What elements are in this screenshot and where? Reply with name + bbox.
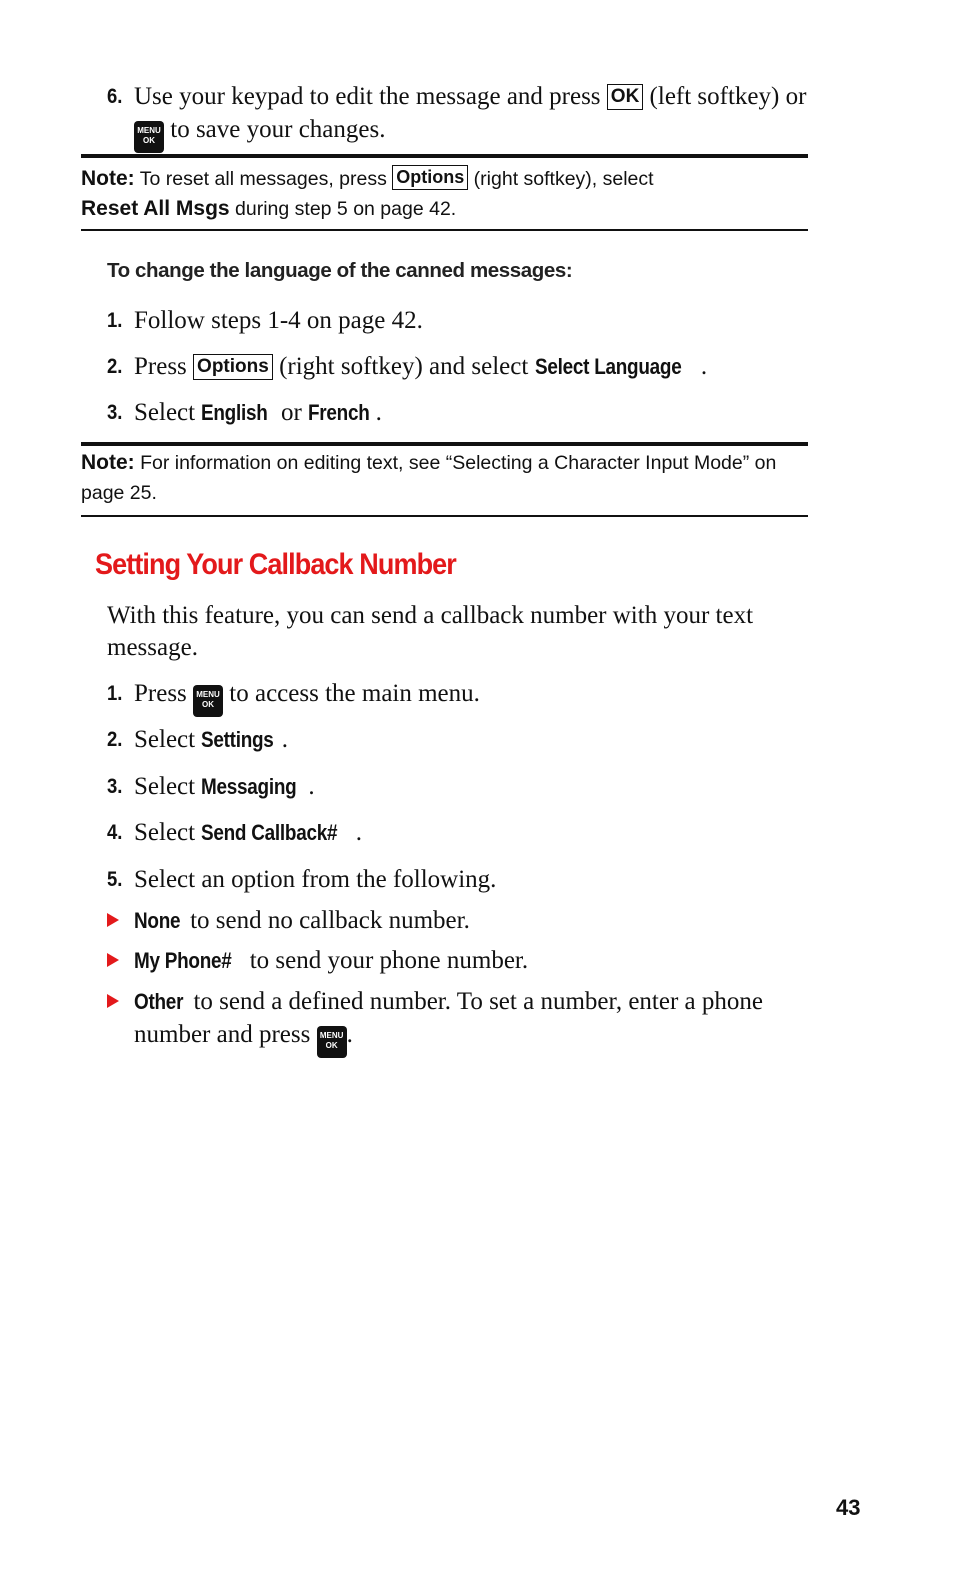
callback-step-2: 2. Select Settings . xyxy=(107,726,288,753)
lang-step-1: 1. Follow steps 1-4 on page 42. xyxy=(107,307,423,334)
bullet-arrow-icon xyxy=(107,994,119,1008)
divider xyxy=(81,515,808,517)
ok-key: OK xyxy=(607,84,644,110)
options-key: Options xyxy=(392,165,468,190)
lang-step-2: 2. Press Options (right softkey) and select Select Language . xyxy=(107,353,708,380)
divider xyxy=(81,442,808,446)
option-my-phone: My Phone# to send your phone number. xyxy=(107,944,807,977)
lang-step-3: 3. Select English or French . xyxy=(107,399,382,426)
option-none: None to send no callback number. xyxy=(107,904,807,937)
page-number: 43 xyxy=(836,1495,861,1520)
bullet-arrow-icon xyxy=(107,913,119,927)
options-key: Options xyxy=(193,354,273,380)
divider xyxy=(81,229,808,231)
intro-paragraph: With this feature, you can send a callback number with your text message. xyxy=(107,602,754,661)
callback-step-3: 3. Select Messaging . xyxy=(107,773,315,800)
divider xyxy=(81,154,808,158)
subheading: To change the language of the canned messages: xyxy=(107,259,573,282)
step-number: 6. xyxy=(107,85,123,108)
option-other: Other to send a defined number. To set a number, enter a phone number and press MENU OK . xyxy=(107,985,807,1058)
step-text: Use your keypad to edit the message and press OK (left softkey) or MENU OK to save your changes. xyxy=(134,80,807,153)
bullet-arrow-icon xyxy=(107,953,119,967)
callback-step-4: 4. Select Send Callback# . xyxy=(107,819,363,846)
menu-ok-key-icon: MENU OK xyxy=(134,121,164,153)
step-6 xyxy=(107,80,807,153)
note-reset-messages: Note: To reset all messages, press Options (right softkey), select Reset All Msgs during step 5 on page 42. xyxy=(81,167,654,220)
callback-step-1: 1. Press MENU OK to access the main menu. xyxy=(107,677,807,717)
note-label: Note: xyxy=(81,167,135,190)
note-editing-text: Note: For information on editing text, see “Selecting a Character Input Mode” on page 25. xyxy=(81,451,777,504)
section-title: Setting Your Callback Number xyxy=(95,548,456,581)
menu-ok-key-icon: MENU OK xyxy=(193,685,223,717)
menu-ok-key-icon: MENU OK xyxy=(317,1026,347,1058)
callback-step-5: 5. Select an option from the following. xyxy=(107,866,497,893)
note-label: Note: xyxy=(81,451,135,474)
